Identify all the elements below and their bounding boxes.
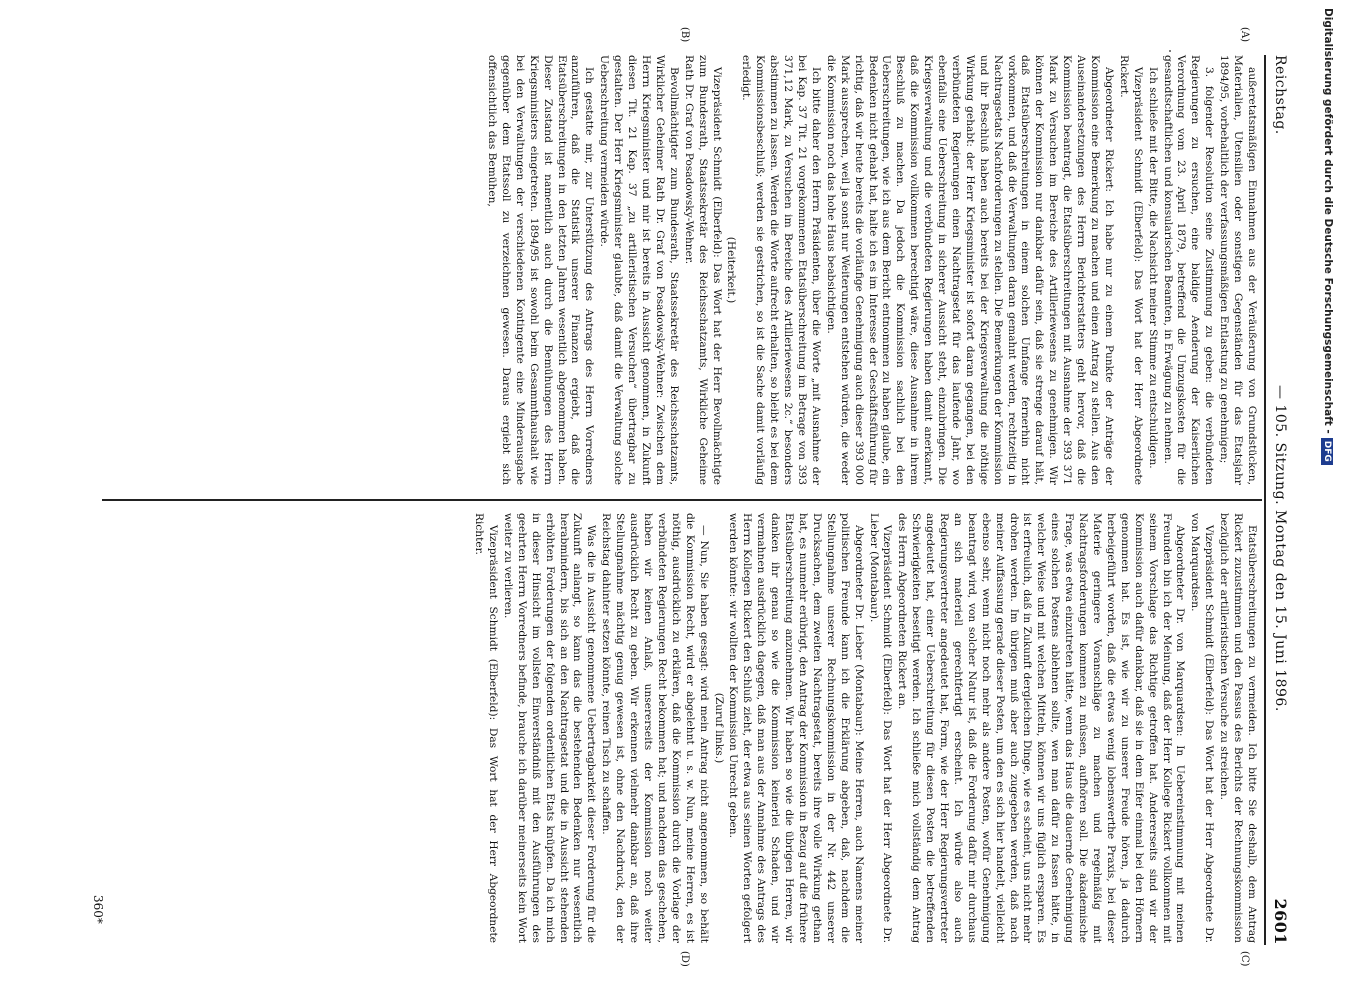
left-column-paragraph: Ich schließe mit der Bitte, die Nachsicht meiner Stimme zu entschuldigen. xyxy=(1146,67,1159,469)
left-column-paragraph: Ich bitte daher den Herrn Präsidenten, über die Worte „mit Ausnahme der bei Kap. 37 Tit. 21 vorgekommenen Etatsüberschreitung im Betrage von 393 371,12 Mark, zu Versuchen im Bereiche des Artilleriewesens 2c.“ besonders abstimmen zu lassen. Werden die Worte aufrecht erhalten, so bleibt es bei dem Kommissionsbeschluß; werden sie gestrichen, so ist die Sache damit vorläufig erledigt. xyxy=(740,55,822,485)
attribution-text: Digitalisierung gefördert durch die Deutsche Forschungsgemeinschaft - xyxy=(1322,8,1334,434)
right-column-paragraph: Vizepräsident Schmidt (Elberfeld): Das Wort hat der Herr Abgeordnete Dr. Lieber (Montabaur). xyxy=(867,513,894,943)
right-column-paragraph: Abgeordneter Dr. von Marquardsen: In Uebereinstimmung mit meinen Freunden bin ich der Meinung, daß der Herr Kollege Rickert vollkommen mit seinem Vorschlage das Richtige getroffen hat. Andererseits sind wir der Kommission auch dafür dankbar, daß sie in dem Eifer einmal bei den Hörnern genommen hat. Es ist, wie wir zu unserer Freude hören, ja dadurch herbeigeführt worden, daß die etwas wenig lobenswerthe Praxis, bei dieser Materie geringere Voranschläge zu machen und regelmäßig mit Nachtragsforderungen kommen zu müssen, aufhören soll. Die akademische Frage, was etwa einzutreten hätte, wenn das Haus die dauernde Genehmigung eines solchen Postens ablehnen sollte, wen man dafür zu fassen hätte, in welcher Weise und mit welchen Mitteln, können wir uns füglich ersparen. Es ist erfreulich, daß in Zukunft dergleichen Dinge, wie es scheint, uns nicht mehr drohen werden. Im übrigen muß aber auch zugegeben werden, daß nach meiner Auffassung gerade dieser Posten, um den es sich hier handelt, vielleicht ebenso sehr, wenn nicht noch mehr als andere Posten, wofür Genehmigung beantragt wird, von solcher Natur ist, daß die Forderung dafür mir durchaus an sich materiell gerechtfertigt erscheint. Ich würde also auch Regierungsvertreter angedeutet hat, Form, wie der Herr Regierungsvertreter angedeutet hat, einer Ueberschreitung für diesen Posten die betreffenden Schwierigkeiten beseitigt werden. Ich schließe mich vollständig dem Antrag des Herrn Abgeordneten Rickert an. xyxy=(896,513,1187,943)
header-center: — 105. Sitzung. Montag den 15. Juni 1896. xyxy=(1272,385,1288,712)
margin-mark-a: (A) xyxy=(1239,27,1250,43)
right-column-paragraph: Vizepräsident Schmidt (Elberfeld): Das Wort hat der Herr Abgeordnete Dr. von Marquardsen. xyxy=(1189,513,1216,943)
right-column-paragraph: (Zuruf links.) xyxy=(712,692,725,764)
left-column-paragraph: Abgeordneter Rickert: Ich habe nur zu einem Punkte der Anträge der Kommission eine Bemerkung zu machen und einen Antrag zu stellen. Aus den Auseinandersetzungen des Herrn Berichterstatters geht hervor, daß die Kommission beantragt, die Etatsüberschreitungen mit Ausnahme der 393 371 Mark zu Versuchen im Bereiche des Artilleriewesens zu genehmigen. Wir können der Kommission nur dankbar dafür sein, daß sie strenge darauf hält, daß Etatsüberschreitungen in einem solchen Umfange fernerhin nicht vorkommen, und daß die Verwaltungen daran gemahnt werden, rechtzeitig in Nachtragsetats Nachforderungen zu stellen. Die Bemerkungen der Kommission und ihr Beschluß haben auch bereits bei der Kriegsverwaltung die nöthige Wirkung gehabt: der Herr Kriegsminister ist sofort daran gegangen, bei den verbündeten Regierungen einen Nachtragsetat für das laufende Jahr, wo ebenfalls eine Ueberschreitung in sicherer Aussicht steht, einzubringen. Die Kriegsverwaltung und die verbündeten Regierungen haben damit anerkannt, daß die Kommission vollkommen berechtigt wäre, diese Ausnahme in ihrem Beschluß zu machen. Da jedoch die Kommission sachlich bei den Ueberschreitungen, wie ich aus dem Bericht entnommen zu haben glaube, ein Bedenken nicht gehabt hat, halte ich es im Interesse der Geschäftsführung für richtig, daß wir heute bereits die vorläufige Genehmigung auch dieser 393 000 Mark aussprechen, weil ja sonst nur Weiterungen entstehen würden, die weder die Kommission noch das hohe Haus beabsichtigen. xyxy=(824,55,1115,485)
left-column-paragraph: außeretatsmäßigen Einnahmen aus der Veräußerung von Grundstücken, Materialien, Utensilien oder sonstigen Gegenständen für das Etatsjahr 1894/95, vorbehaltlich der verfassungsmäßigen Entlastung zu genehmigen; xyxy=(1218,55,1258,485)
header-rule xyxy=(1264,55,1266,945)
digitization-attribution xyxy=(1320,8,1334,998)
left-column-paragraph: Ich gestatte mir, zur Unterstützung des Antrags des Herrn Vorredners anzuführen, daß die Statistik unserer Finanzen ergiebt, daß die Etatsüberschreitungen in den letzten Jahren wesentlich abgenommen haben. Dieser Zustand ist namentlich auch durch die Bemühungen des Herrn Kriegsministers eingetreten. 1894/95 ist sowohl beim Gesammthaushalt wie bei den Verwaltungen der verschiedenen Kontingente eine Minderausgabe gegenüber dem Etatssoll zu verzeichnen gewesen. Daraus ergiebt sich offensichtlich das Bemühen, xyxy=(486,55,596,485)
left-column-paragraph: (Heiterkeit.) xyxy=(725,236,738,304)
right-column xyxy=(470,513,1258,943)
right-column-paragraph: Vizepräsident Schmidt (Elberfeld): Das Wort hat der Herr Abgeordnete Richter. xyxy=(473,513,500,943)
header-left: Reichstag. xyxy=(1272,55,1288,135)
left-column-paragraph: Bevollmächtigter zum Bundesrath, Staatssekretär des Reichsschatzamts, Wirklicher Geheimer Rath Dr. Graf von Posadowsky-Wehner: Zwischen dem Herrn Kriegsminister und mir ist bereits in Aussicht genommen, in Zukunft diesen Tit. 21 Kap. 37 „zu artilleristischen Versuchen“ übertragbar zu gestalten. Der Herr Kriegsminister glaubte, daß damit die Verwaltung solche Ueberschreitung vermeiden würde. xyxy=(598,55,680,485)
footer-number: 360* xyxy=(91,895,105,924)
left-column-paragraph: Vizepräsident Schmidt (Elberfeld): Das Wort hat der Herr Bevollmächtigte zum Bundesrath, Staatssekretär des Reichsschatzamts, Wirkliche Geheime Rath Dr. Graf von Posadowsky-Wehner. xyxy=(682,55,723,485)
right-column-paragraph: — Nun, Sie haben gesagt: wird mein Antrag nicht angenommen, so behält die Kommission Recht, wird er abgelehnt u. s. w. Nun, meine Herren, es ist nöthig, ausdrücklich zu erklären, daß die Kommission durch die Vorlage der verbündeten Regierungen Recht bekommen hat; und nachdem das geschehen, haben wir keinen Anlaß, unsererseits der Kommission noch weiter ausdrücklich Recht zu geben. Wir erkennen vielmehr dankbar an, daß ihre Stellungnahme mächtig genug gewesen ist, ohne den Nachdruck, den der Reichstag dahinter setzen könnte, reinen Tisch zu schaffen. xyxy=(600,513,710,943)
margin-mark-c: (C) xyxy=(1239,951,1250,967)
dfg-logo: DFG xyxy=(1321,438,1333,465)
page-header xyxy=(1266,55,1290,945)
margin-mark-b: (B) xyxy=(679,27,690,43)
column-divider xyxy=(102,499,1262,501)
right-column-paragraph: Etatsüberschreitungen zu vermeiden. Ich bitte Sie deshalb, dem Antrag Rickert zuzustimmen und den Passus des Berichts der Rechnungskommission bezüglich der artilleristischen Versuche zu streichen. xyxy=(1218,513,1258,943)
right-column-paragraph: Abgeordneter Dr. Lieber (Montabaur): Meine Herren, auch Namens meiner politischen Freunde kann ich die Erklärung abgeben, daß, nachdem die Stellungnahme unserer Rechnungskommission in der Nr. 442 unserer Drucksachen, dem zweiten Nachtragsetat, bereits ihre volle Wirkung gethan hat, es nunmehr erübrigt, den Antrag der Kommission in Bezug auf die frühere Etatsüberschreitung anzunehmen. Wir haben so wie die übrigen Herren, wir danken ihr genau so wie die Kommission keinerlei Schaden, und wir vermahnen ausdrücklich dagegen, daß man aus der Annahme des Antrags des Herrn Kollegen Rickert den Schluß zieht, der etwa aus seinen Worten gefolgert werden könnte: wir wollten der Kommission Unrecht geben. xyxy=(727,513,865,943)
left-column xyxy=(483,55,1258,485)
scan-speck xyxy=(1169,50,1171,52)
left-column-paragraph: Vizepräsident Schmidt (Elberfeld): Das Wort hat der Herr Abgeordnete Rickert. xyxy=(1117,55,1144,485)
rotated-page-content xyxy=(85,27,1290,967)
right-column-paragraph: Was die in Aussicht genommene Uebertragbarkeit dieser Forderung für die Zukunft anlangt, so kann das die bestehenden Bedenken nur wesentlich herabmindern, bis sich an den Nachtragsetat und die in Aussicht stehenden erhöhten Forderungen der folgenden ordentlichen Etats knüpfen. Da ich mich in dieser Hinsicht im vollsten Einverständniß mit den Ausführungen des geehrten Herrn Vorredners befinde, brauche ich darüber meinerseits kein Wort weiter zu verlieren. xyxy=(501,513,598,943)
page-number: 2601 xyxy=(1271,898,1290,945)
margin-mark-d: (D) xyxy=(679,951,690,967)
left-column-paragraph: 3. folgender Resolution seine Zustimmung zu geben: die verbündeten Regierungen zu ersuchen, eine baldige Aenderung der Kaiserlichen Verordnung vom 23. April 1879, betreffend die Umzugskosten für die gesandtschaftlichen und konsularischen Beamten, in Erwägung zu nehmen. xyxy=(1161,55,1216,485)
